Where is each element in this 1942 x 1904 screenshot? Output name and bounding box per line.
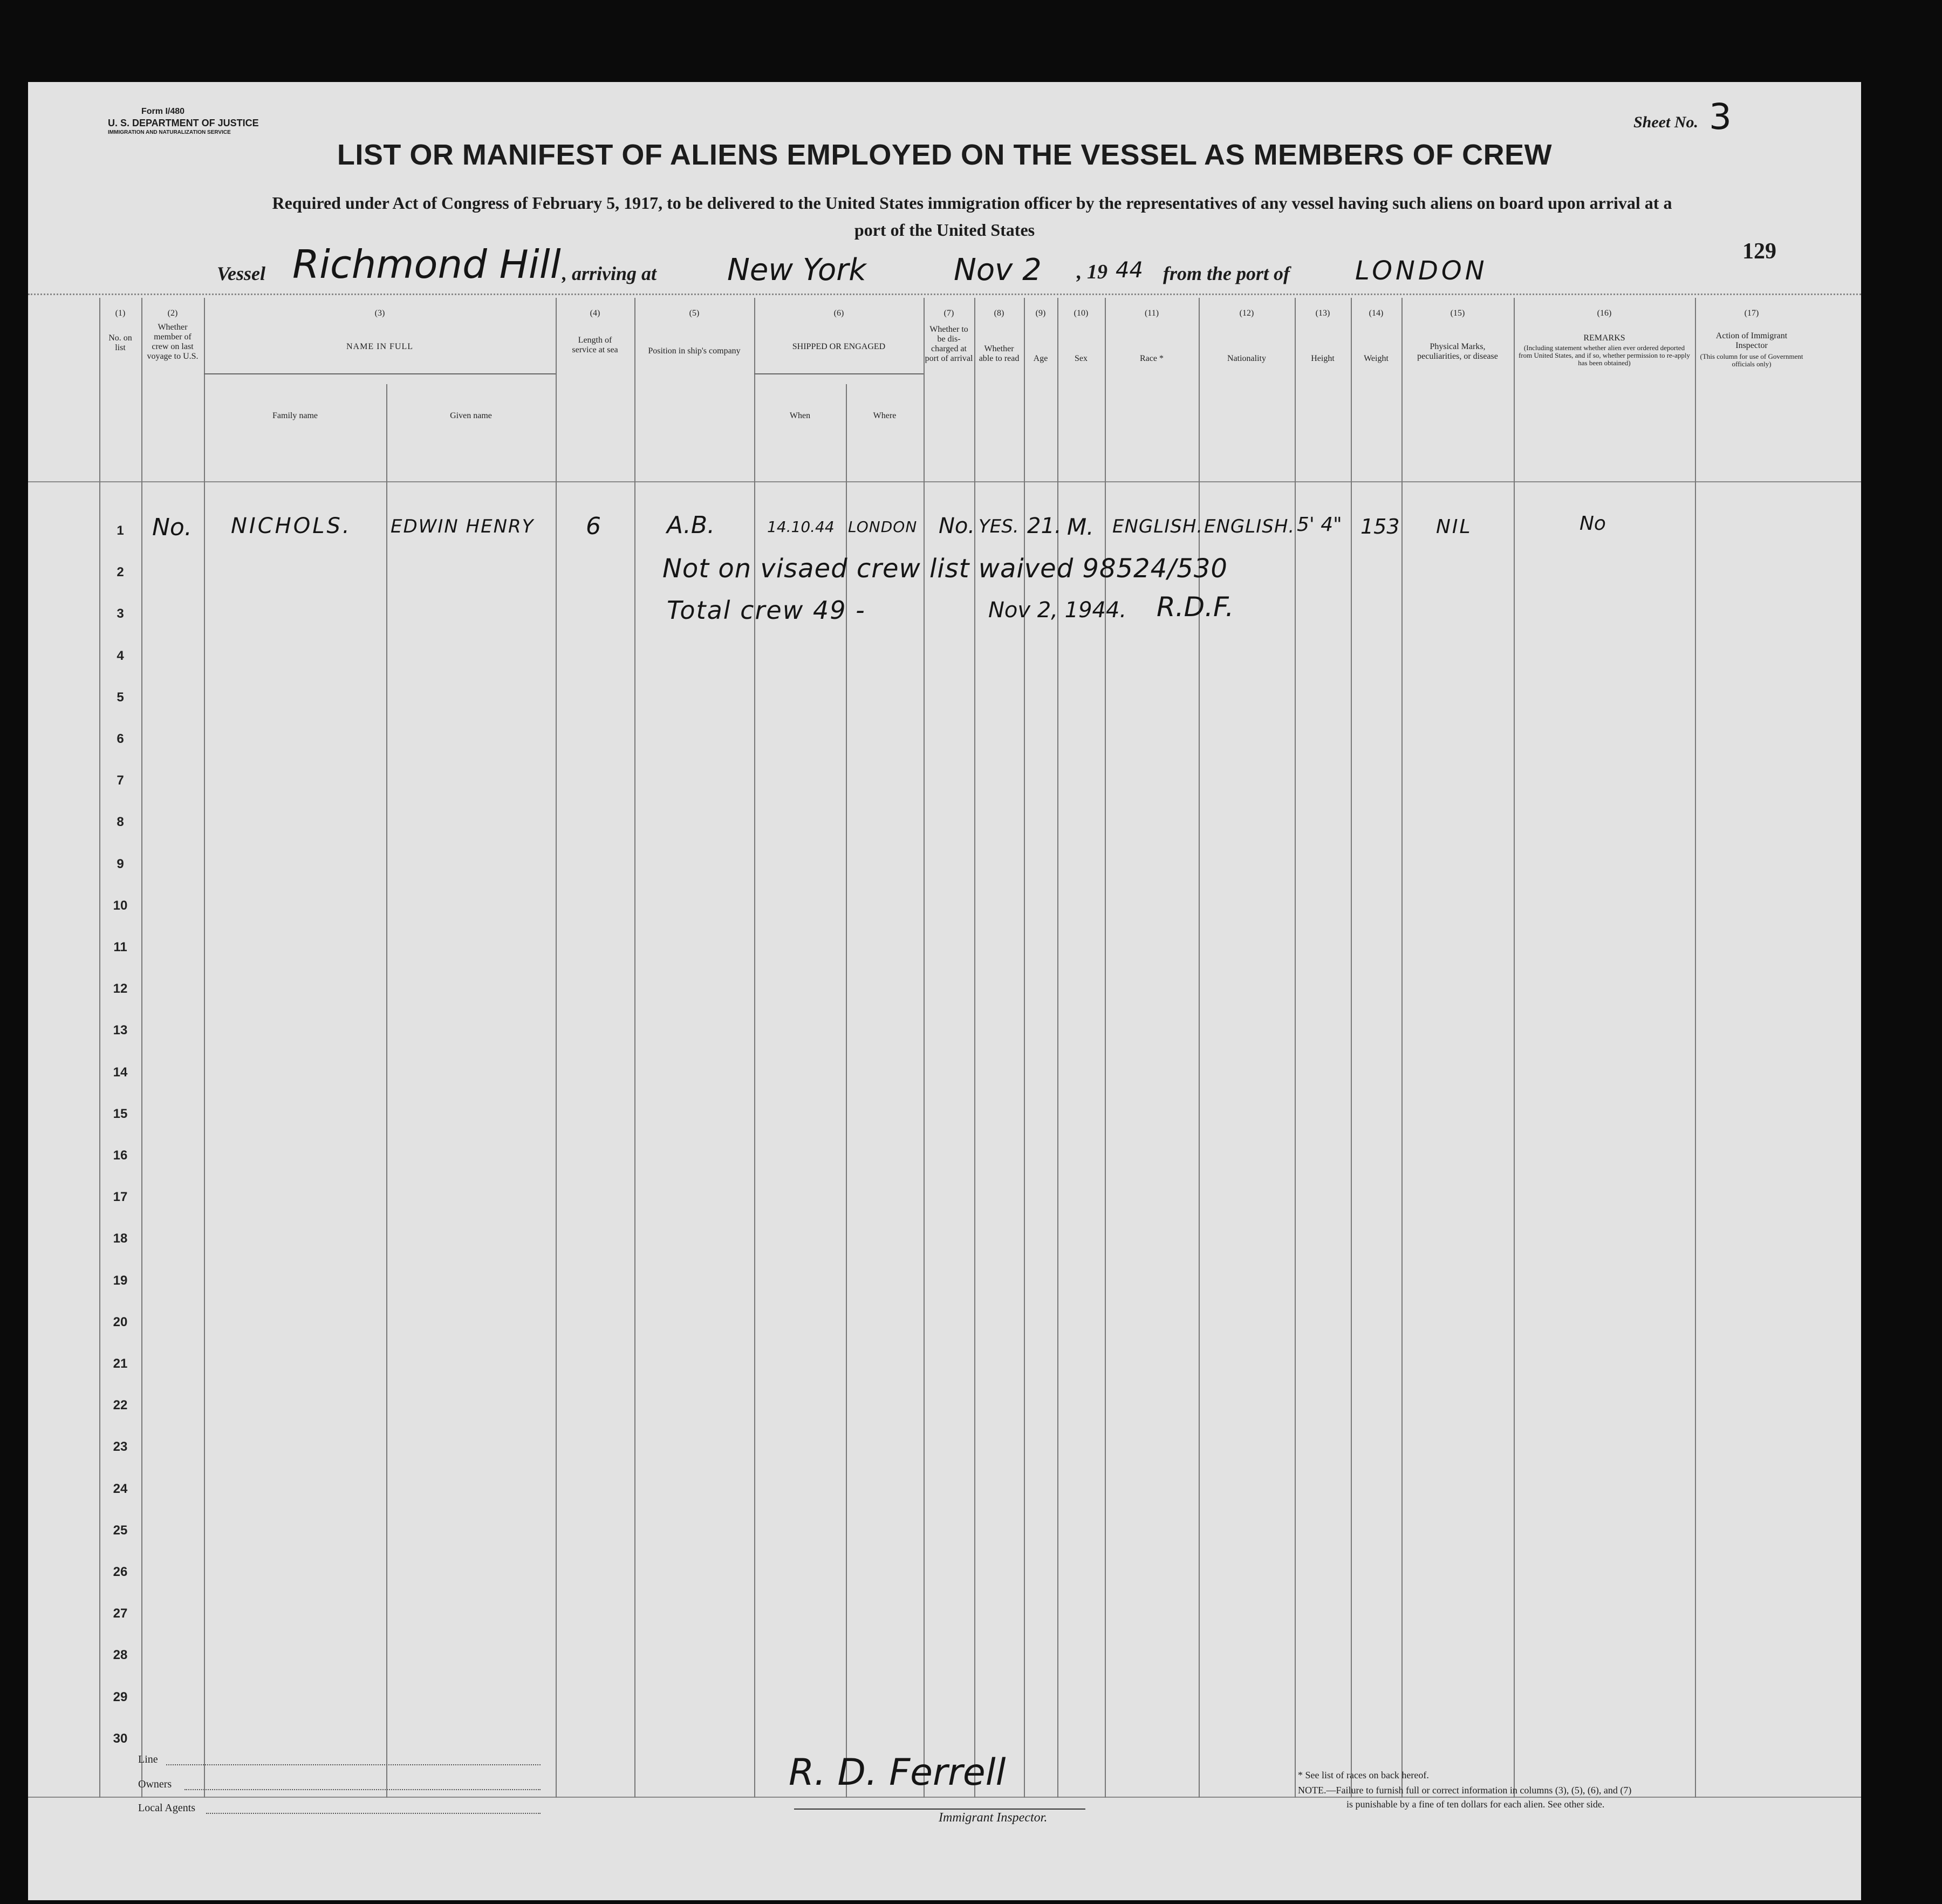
annotation-initials: R.D.F. (1157, 591, 1234, 623)
row-1-age: 21. (1027, 514, 1062, 538)
col-label-inspector-action: Action of Immigrant Inspector (1715, 331, 1788, 350)
vessel-label: Vessel (217, 263, 265, 284)
row-number: 13 (113, 1023, 128, 1038)
row-number: 10 (113, 898, 128, 913)
col-num: (1) (115, 309, 126, 318)
col-label-physical-marks: Physical Marks, peculiarities, or disease (1417, 342, 1498, 361)
col-label-inspector-note: (This column for use of Government officials only) (1700, 352, 1803, 368)
col-label-family-name: Family name (272, 411, 318, 420)
row-number: 2 (117, 565, 124, 579)
col-label-height: Height (1311, 354, 1335, 363)
col-rule (754, 298, 755, 1798)
row-number: 8 (117, 815, 124, 829)
col-num: (2) (167, 309, 178, 318)
col-label-name-in-full: NAME IN FULL (346, 342, 413, 351)
row-number: 3 (117, 606, 124, 621)
row-1-shipped-where: LONDON (848, 518, 918, 536)
table-bottom-rule (28, 1797, 1861, 1798)
sheet-number-label: Sheet No. (1633, 113, 1698, 131)
col-num: (14) (1369, 309, 1384, 318)
row-number: 14 (113, 1065, 128, 1080)
line-field (166, 1764, 541, 1765)
row-1-able-to-read: YES. (979, 516, 1019, 537)
penalty-note-line-1: NOTE.—Failure to furnish full or correct information in columns (3), (5), (6), and (7) (1298, 1785, 1632, 1796)
sheet-number: 3 (1709, 96, 1732, 138)
row-1-prior-voyage: No. (152, 514, 192, 541)
col-num: (15) (1450, 309, 1465, 318)
col-num: (8) (994, 309, 1004, 318)
row-1-remarks: No (1579, 513, 1606, 535)
col-rule (386, 384, 387, 1798)
row-1-sex: M. (1067, 514, 1094, 540)
col-label-length-service: Length of service at sea (572, 336, 618, 354)
col-num: (6) (833, 309, 844, 318)
col-rule (924, 298, 925, 1798)
row-1-position: A.B. (667, 511, 715, 539)
row-number: 7 (117, 773, 124, 788)
col-num: (7) (943, 309, 954, 318)
crew-table (28, 298, 1861, 1798)
row-1-given-name: EDWIN HENRY (391, 516, 535, 537)
annotation-visa-waiver: Not on visaed crew list waived 98524/530 (662, 554, 1228, 584)
row-1-physical-marks: NIL (1436, 516, 1472, 538)
row-number: 15 (113, 1107, 128, 1121)
col-num: (3) (374, 309, 385, 318)
row-number: 9 (117, 857, 124, 871)
page-title: LIST OR MANIFEST OF ALIENS EMPLOYED ON THE VESSEL AS MEMBERS OF CREW (337, 139, 1553, 171)
col-num: (4) (590, 309, 600, 318)
col-label-remarks: REMARKS (1583, 333, 1625, 343)
arriving-date: Nov 2 (954, 252, 1042, 288)
col-label-sex: Sex (1075, 354, 1088, 363)
col-num: (12) (1239, 309, 1254, 318)
row-number: 25 (113, 1523, 128, 1538)
row-1-nationality: ENGLISH. (1204, 516, 1295, 537)
races-note: * See list of races on back hereof. (1298, 1770, 1429, 1780)
row-1-family-name: NICHOLS. (231, 514, 352, 538)
row-number: 27 (113, 1606, 128, 1621)
col-num: (5) (689, 309, 700, 318)
signature-rule (794, 1809, 1085, 1810)
header-bottom-rule (28, 481, 1861, 482)
row-number: 22 (113, 1398, 128, 1412)
col-label-where: Where (873, 411, 897, 420)
col-rule (1351, 298, 1352, 1798)
owners-label: Owners (138, 1778, 172, 1790)
from-port-label: from the port of (1163, 263, 1290, 284)
row-1-height: 5' 4" (1297, 514, 1342, 536)
col-rule (1105, 298, 1106, 1798)
col-label-age: Age (1033, 354, 1048, 363)
annotation-total-crew: Total crew 49 - (667, 596, 866, 625)
col-label-position: Position in ship's company (648, 346, 741, 356)
col-num: (16) (1597, 309, 1612, 318)
col-num: (11) (1144, 309, 1159, 318)
col-label-given-name: Given name (450, 411, 492, 420)
row-number: 17 (113, 1190, 128, 1204)
row-number: 20 (113, 1315, 128, 1329)
row-number: 30 (113, 1731, 128, 1746)
year-prefix: , 19 (1077, 261, 1107, 283)
col-num: (10) (1073, 309, 1089, 318)
col-rule (204, 298, 205, 1798)
local-agents-field (206, 1813, 541, 1814)
arriving-place: New York (727, 252, 866, 288)
col-num: (13) (1315, 309, 1330, 318)
col-label-discharge: Whether to be dis- charged at port of arrival (925, 325, 973, 363)
row-number: 6 (117, 732, 124, 746)
row-number: 28 (113, 1648, 128, 1662)
vessel-name: Richmond Hill (292, 242, 561, 287)
shipped-group-rule (754, 373, 924, 374)
header-divider (28, 294, 1861, 295)
subtitle-line-2: port of the United States (854, 220, 1035, 240)
row-number: 4 (117, 649, 124, 663)
penalty-note-line-2: is punishable by a fine of ten dollars for each alien. See other side. (1346, 1799, 1605, 1810)
col-rule (1401, 298, 1403, 1798)
row-number: 12 (113, 981, 128, 996)
row-number: 29 (113, 1690, 128, 1704)
annotation-date: Nov 2, 1944. (988, 598, 1127, 623)
local-agents-label: Local Agents (138, 1802, 196, 1814)
col-rule (634, 298, 635, 1798)
col-label-race: Race * (1140, 354, 1164, 363)
row-number: 26 (113, 1565, 128, 1579)
col-label-no-on-list: No. on list (108, 333, 132, 352)
from-port: LONDON (1355, 256, 1488, 286)
row-1-shipped-when: 14.10.44 (767, 518, 835, 536)
row-number: 24 (113, 1482, 128, 1496)
col-label-weight: Weight (1364, 354, 1389, 363)
service-name: IMMIGRATION AND NATURALIZATION SERVICE (108, 129, 231, 135)
row-1-length-service: 6 (586, 513, 601, 540)
col-label-prior-voyage: Whether member of crew on last voyage to U.S. (147, 323, 199, 361)
row-number: 19 (113, 1273, 128, 1288)
col-label-shipped-engaged: SHIPPED OR ENGAGED (792, 342, 886, 351)
manifest-sheet (28, 82, 1861, 1900)
row-number: 23 (113, 1439, 128, 1454)
department-name: U. S. DEPARTMENT OF JUSTICE (108, 118, 259, 128)
page-number: 129 (1742, 239, 1776, 264)
row-1-discharge: No. (939, 514, 975, 538)
arriving-label: , arriving at (562, 263, 657, 284)
col-rule (556, 298, 557, 1798)
subtitle-line-1: Required under Act of Congress of February 5, 1917, to be delivered to the United States immigration officer by the representatives of any vessel having such aliens on board upon arrival at a (272, 193, 1672, 213)
inspector-signature: R. D. Ferrell (789, 1751, 1006, 1794)
form-number: Form I/480 (141, 107, 185, 116)
col-label-when: When (789, 411, 811, 420)
row-1-race: ENGLISH. (1112, 516, 1204, 537)
row-1-weight: 153 (1360, 515, 1400, 538)
row-number: 11 (113, 940, 127, 954)
col-label-able-to-read: Whether able to read (979, 344, 1020, 363)
row-number: 21 (113, 1356, 128, 1371)
row-number: 16 (113, 1148, 128, 1163)
col-label-remarks-note: (Including statement whether alien ever ordered deported from United States, and if so, whether permission to re-apply has been obtained) (1518, 344, 1691, 367)
owners-field (184, 1789, 541, 1790)
col-rule (141, 298, 142, 1798)
col-rule (1695, 298, 1696, 1798)
inspector-label: Immigrant Inspector. (939, 1811, 1048, 1825)
col-label-nationality: Nationality (1227, 354, 1266, 363)
col-rule (1295, 298, 1296, 1798)
row-number: 18 (113, 1231, 128, 1246)
col-num: (9) (1035, 309, 1046, 318)
col-num: (17) (1744, 309, 1759, 318)
row-number: 1 (117, 523, 124, 538)
row-number: 5 (117, 690, 124, 705)
col-rule (1024, 298, 1025, 1798)
year-suffix: 44 (1116, 258, 1143, 283)
name-group-rule (204, 373, 556, 374)
col-rule (1514, 298, 1515, 1798)
line-label: Line (138, 1753, 158, 1765)
